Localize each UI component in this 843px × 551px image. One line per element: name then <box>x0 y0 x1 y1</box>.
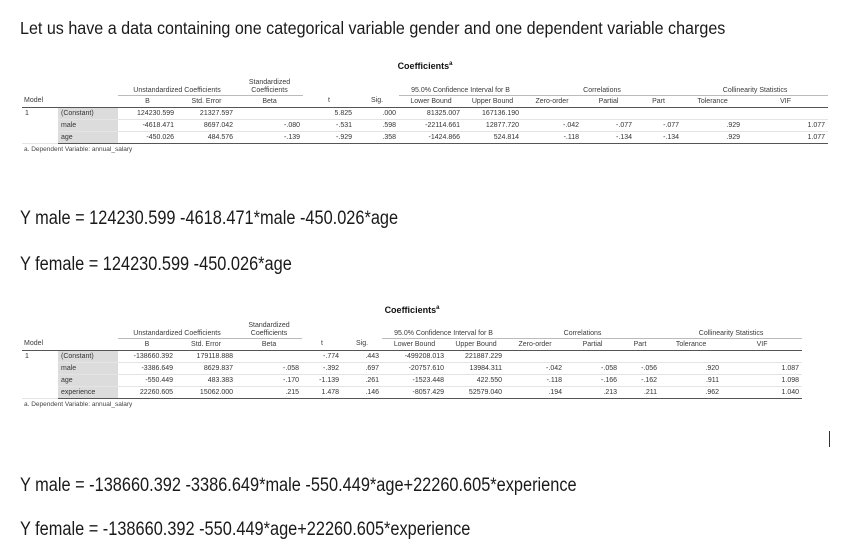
collinearity-group-header: Collinearity Statistics <box>660 322 802 339</box>
equation-female-2: Y female = -138660.392 -550.449*age+22260.605*experience <box>20 519 471 540</box>
coefficients-grid <box>22 322 802 399</box>
cell-vif: 1.077 <box>743 120 828 132</box>
cell-part <box>620 351 660 363</box>
cell-t: -.929 <box>303 132 355 144</box>
cell-lower-bound: -1424.866 <box>399 132 463 144</box>
equation-female-1: Y female = 124230.599 -450.026*age <box>20 254 292 275</box>
column-header-tolerance: Tolerance <box>682 96 743 108</box>
cell-b: 124230.599 <box>118 108 177 120</box>
cell-b: -138660.392 <box>118 351 176 363</box>
table-row <box>22 375 802 387</box>
column-header-beta: Beta <box>236 339 302 351</box>
column-header-std-error: Std. Error <box>176 339 236 351</box>
cell-std-error: 8629.837 <box>176 363 236 375</box>
cell-b: -4618.471 <box>118 120 177 132</box>
cell-upper-bound: 221887.229 <box>447 351 505 363</box>
cell-lower-bound: -1523.448 <box>382 375 447 387</box>
row-label: male <box>58 363 118 375</box>
cell-vif <box>722 351 802 363</box>
cell-b: -3386.649 <box>118 363 176 375</box>
cell-partial: .213 <box>565 387 620 399</box>
cell-std-error: 179118.888 <box>176 351 236 363</box>
column-header-partial: Partial <box>582 96 635 108</box>
cell-partial: -.134 <box>582 132 635 144</box>
cell-tolerance: .920 <box>660 363 722 375</box>
cell-zero-order: -.118 <box>505 375 565 387</box>
cell-lower-bound: -22114.661 <box>399 120 463 132</box>
cell-part: -.134 <box>635 132 682 144</box>
cell-b: -450.026 <box>118 132 177 144</box>
cell-partial <box>582 108 635 120</box>
cell-b: -550.449 <box>118 375 176 387</box>
cell-zero-order <box>505 351 565 363</box>
table-footnote: a. Dependent Variable: annual_salary <box>24 146 133 153</box>
cell-lower-bound: -20757.610 <box>382 363 447 375</box>
cell-upper-bound: 422.550 <box>447 375 505 387</box>
cell-vif <box>743 108 828 120</box>
coefficients-table-2 <box>22 305 802 408</box>
column-header-model: Model <box>22 96 118 108</box>
cell-beta: -.080 <box>236 120 303 132</box>
cell-part <box>635 108 682 120</box>
cell-beta: -.058 <box>236 363 302 375</box>
equation-male-1: Y male = 124230.599 -4618.471*male -450.026*age <box>20 208 399 229</box>
cell-lower-bound: -8057.429 <box>382 387 447 399</box>
table-row <box>22 120 828 132</box>
table-footnote: a. Dependent Variable: annual_salary <box>24 401 133 408</box>
confidence-group-header: 95.0% Confidence Interval for B <box>382 322 505 339</box>
cell-zero-order: -.118 <box>522 132 582 144</box>
model-number: 1 <box>22 351 58 399</box>
cell-beta <box>236 351 302 363</box>
row-label: age <box>58 132 118 144</box>
cell-t: 5.825 <box>303 108 355 120</box>
cell-upper-bound: 13984.311 <box>447 363 505 375</box>
correlations-group-header: Correlations <box>522 79 682 96</box>
coefficients-grid <box>22 79 828 144</box>
cell-partial: -.077 <box>582 120 635 132</box>
column-header-part: Part <box>620 339 660 351</box>
column-header-vif: VIF <box>743 96 828 108</box>
cell-sig: .697 <box>342 363 382 375</box>
table-row <box>22 132 828 144</box>
cell-tolerance: .929 <box>682 120 743 132</box>
standardized-group-header: Standardized Coefficients <box>236 79 303 96</box>
cell-t: -1.139 <box>302 375 342 387</box>
column-header-partial: Partial <box>565 339 620 351</box>
cell-zero-order: -.042 <box>505 363 565 375</box>
cell-sig: .261 <box>342 375 382 387</box>
cell-beta <box>236 108 303 120</box>
model-number: 1 <box>22 108 58 144</box>
row-label: male <box>58 120 118 132</box>
cell-std-error: 483.383 <box>176 375 236 387</box>
cell-tolerance: .911 <box>660 375 722 387</box>
cell-vif: 1.087 <box>722 363 802 375</box>
cell-sig: .000 <box>355 108 399 120</box>
page-heading: Let us have a data containing one categorical variable gender and one dependent variable charges <box>20 18 726 38</box>
column-header-sig: Sig. <box>342 339 382 351</box>
cell-lower-bound: -499208.013 <box>382 351 447 363</box>
cell-vif: 1.077 <box>743 132 828 144</box>
cell-sig: .358 <box>355 132 399 144</box>
column-header-b: B <box>118 339 176 351</box>
unstandardized-group-header: Unstandardized Coefficients <box>118 322 236 339</box>
column-header-std-error: Std. Error <box>177 96 236 108</box>
cell-tolerance: .962 <box>660 387 722 399</box>
cell-part: -.077 <box>635 120 682 132</box>
confidence-group-header: 95.0% Confidence Interval for B <box>399 79 522 96</box>
column-header-t: t <box>303 96 355 108</box>
column-header-model: Model <box>22 339 118 351</box>
cell-tolerance <box>660 351 722 363</box>
column-header-zero-order: Zero-order <box>522 96 582 108</box>
column-header-t: t <box>302 339 342 351</box>
cell-t: -.774 <box>302 351 342 363</box>
cell-std-error: 484.576 <box>177 132 236 144</box>
table-title: Coefficients$^a$ <box>384 305 440 315</box>
cell-t: -.531 <box>303 120 355 132</box>
column-header-vif: VIF <box>722 339 802 351</box>
column-header-upper-bound: Upper Bound <box>447 339 505 351</box>
cell-part: -.162 <box>620 375 660 387</box>
column-header-part: Part <box>635 96 682 108</box>
cell-part: -.056 <box>620 363 660 375</box>
coefficients-table-1 <box>22 61 828 153</box>
cell-beta: -.139 <box>236 132 303 144</box>
correlations-group-header: Correlations <box>505 322 660 339</box>
cell-std-error: 15062.000 <box>176 387 236 399</box>
cell-t: -.392 <box>302 363 342 375</box>
cell-part: .211 <box>620 387 660 399</box>
cell-std-error: 21327.597 <box>177 108 236 120</box>
cell-upper-bound: 12877.720 <box>463 120 522 132</box>
row-label: experience <box>58 387 118 399</box>
unstandardized-group-header: Unstandardized Coefficients <box>118 79 236 96</box>
cell-upper-bound: 167136.190 <box>463 108 522 120</box>
cell-tolerance: .929 <box>682 132 743 144</box>
cell-upper-bound: 524.814 <box>463 132 522 144</box>
column-header-b: B <box>118 96 177 108</box>
cell-zero-order: -.042 <box>522 120 582 132</box>
cell-partial: -.166 <box>565 375 620 387</box>
cell-sig: .598 <box>355 120 399 132</box>
cell-vif: 1.040 <box>722 387 802 399</box>
standardized-group-header: Standardized Coefficients <box>236 322 302 339</box>
table-row <box>22 387 802 399</box>
row-label: (Constant) <box>58 351 118 363</box>
collinearity-group-header: Collinearity Statistics <box>682 79 828 96</box>
equation-male-2: Y male = -138660.392 -3386.649*male -550.449*age+22260.605*experience <box>20 475 577 496</box>
cell-t: 1.478 <box>302 387 342 399</box>
cell-partial: -.058 <box>565 363 620 375</box>
cell-sig: .146 <box>342 387 382 399</box>
cell-zero-order: .194 <box>505 387 565 399</box>
table-title: Coefficients$^a$ <box>397 61 453 71</box>
row-label: age <box>58 375 118 387</box>
cell-upper-bound: 52579.040 <box>447 387 505 399</box>
cell-std-error: 8697.042 <box>177 120 236 132</box>
column-header-lower-bound: Lower Bound <box>399 96 463 108</box>
cell-sig: .443 <box>342 351 382 363</box>
column-header-sig: Sig. <box>355 96 399 108</box>
row-label: (Constant) <box>58 108 118 120</box>
column-header-zero-order: Zero-order <box>505 339 565 351</box>
column-header-beta: Beta <box>236 96 303 108</box>
text-cursor <box>829 431 830 447</box>
table-row <box>22 108 828 120</box>
table-row <box>22 351 802 363</box>
cell-tolerance <box>682 108 743 120</box>
cell-partial <box>565 351 620 363</box>
table-row <box>22 363 802 375</box>
cell-b: 22260.605 <box>118 387 176 399</box>
cell-beta: .215 <box>236 387 302 399</box>
cell-zero-order <box>522 108 582 120</box>
column-header-lower-bound: Lower Bound <box>382 339 447 351</box>
column-header-tolerance: Tolerance <box>660 339 722 351</box>
cell-beta: -.170 <box>236 375 302 387</box>
column-header-upper-bound: Upper Bound <box>463 96 522 108</box>
cell-lower-bound: 81325.007 <box>399 108 463 120</box>
cell-vif: 1.098 <box>722 375 802 387</box>
